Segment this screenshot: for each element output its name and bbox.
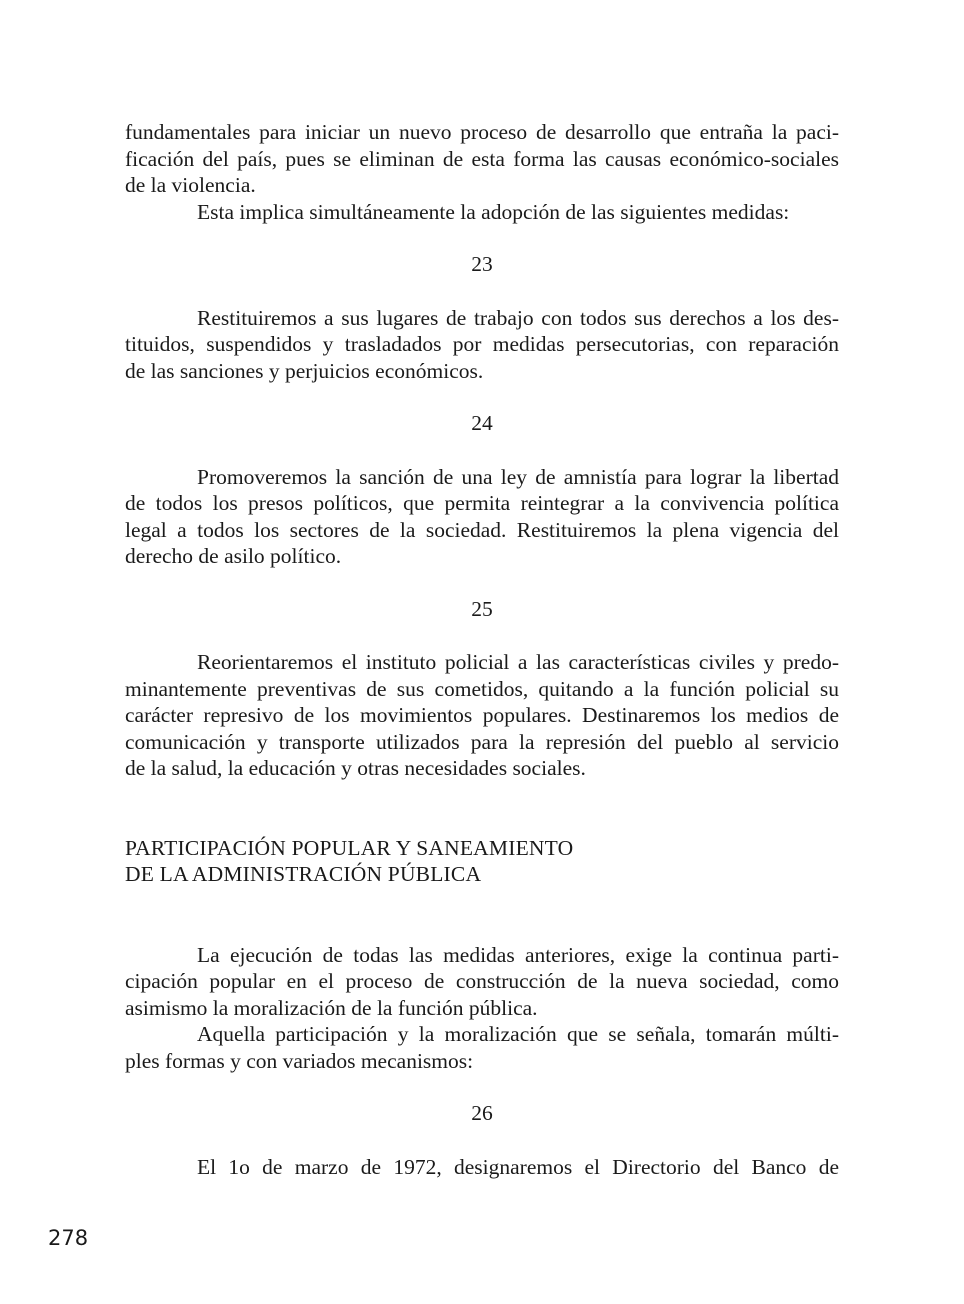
text-line: tituidos, suspendidos y trasladados por medidas persecutorias, con reparación: [125, 332, 839, 356]
text-line: Promoveremos la sanción de una ley de amnistía para lograr la libertad: [197, 464, 839, 489]
page-number: 278: [48, 1226, 89, 1250]
section-heading-line-1: PARTICIPACIÓN POPULAR Y SANEAMIENTO: [125, 835, 574, 860]
item-26-paragraph: [125, 1154, 839, 1181]
section-paragraph-2: [125, 1021, 839, 1074]
text-line: asimismo la moralización de la función pública.: [125, 995, 538, 1020]
text-line: legal a todos los sectores de la sociedad. Restituiremos la plena vigencia del: [125, 517, 839, 542]
text-line: de la salud, la educación y otras necesidades sociales.: [125, 756, 586, 780]
text-line: fundamentales para iniciar un nuevo proceso de desarrollo que entraña la paci-: [125, 120, 839, 144]
item-number-26: 26: [471, 1101, 493, 1125]
item-24-paragraph: [125, 464, 839, 570]
text-line: carácter represivo de los movimientos populares. Destinaremos los medios de: [125, 703, 839, 727]
text-line: de todos los presos políticos, que permita reintegrar a la convivencia política: [125, 491, 839, 515]
text-line: La ejecución de todas las medidas anteriores, exige la continua parti-: [197, 942, 839, 967]
text-line: comunicación y transporte utilizados para la represión del pueblo al servicio: [125, 729, 839, 754]
text-line: El 1o de marzo de 1972, designaremos el Directorio del Banco de: [197, 1154, 839, 1179]
section-heading-line-2: DE LA ADMINISTRACIÓN PÚBLICA: [125, 862, 482, 886]
text-line: ples formas y con variados mecanismos:: [125, 1048, 474, 1073]
section-heading: [125, 835, 839, 888]
text-line: ficación del país, pues se eliminan de esta forma las causas económico-sociales: [125, 146, 839, 171]
item-23-paragraph: [125, 305, 839, 385]
text-line: cipación popular en el proceso de construcción de la nueva sociedad, como: [125, 969, 839, 993]
measures-intro-line: Esta implica simultáneamente la adopción de las siguientes medidas:: [197, 199, 790, 224]
section-paragraph-1: [125, 942, 839, 1022]
item-number-23: 23: [471, 252, 493, 276]
text-line: Restituiremos a sus lugares de trabajo con todos sus derechos a los des-: [197, 305, 839, 330]
text-line: de la violencia.: [125, 173, 256, 197]
text-line: Aquella participación y la moralización que se señala, tomarán múlti-: [197, 1022, 839, 1046]
text-line: de las sanciones y perjuicios económicos.: [125, 358, 484, 383]
item-number-25: 25: [471, 596, 493, 621]
text-column: [125, 119, 839, 1180]
item-number-24: 24: [471, 411, 493, 435]
intro-paragraph: [125, 119, 839, 225]
item-25-paragraph: [125, 649, 839, 782]
text-line: minantemente preventivas de sus cometidos, quitando a la función policial su: [125, 676, 839, 701]
text-line: Reorientaremos el instituto policial a las características civiles y predo-: [197, 650, 839, 674]
text-line: derecho de asilo político.: [125, 544, 342, 568]
